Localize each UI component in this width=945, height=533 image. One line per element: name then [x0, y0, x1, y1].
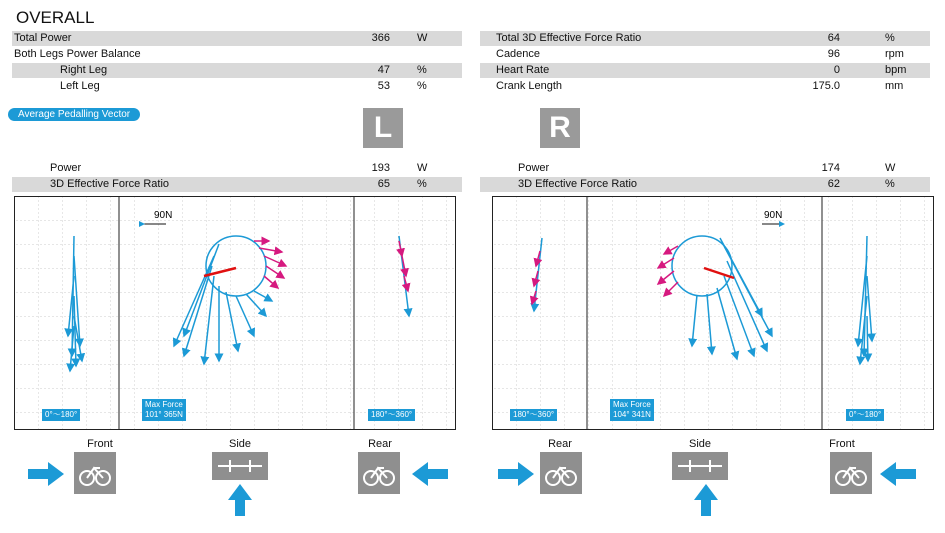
label: Total 3D Effective Force Ratio: [496, 32, 642, 44]
unit: rpm: [885, 48, 904, 60]
right-max-force: [610, 399, 654, 421]
left-max-force-value: 101° 365N: [145, 410, 183, 419]
value: 47: [377, 64, 390, 76]
total-3d-ratio-row: [480, 31, 930, 46]
right-front-arrow-icon: [880, 462, 916, 486]
right-front-range: 0°～180°: [846, 409, 884, 421]
unit: %: [417, 178, 427, 190]
right-front-bike-icon: [830, 452, 872, 494]
right-side-arrow-icon: [694, 484, 718, 516]
value: 193: [371, 162, 390, 174]
left-leg-badge: L: [363, 108, 403, 148]
value: 53: [377, 80, 390, 92]
left-scale-label: 90N: [154, 210, 173, 221]
side-bike-icon: [212, 452, 268, 480]
label: Cadence: [496, 48, 541, 60]
unit: W: [417, 32, 428, 44]
crank-length-row: [480, 79, 930, 94]
right-rear-range: 180°～360°: [510, 409, 557, 421]
unit: %: [885, 32, 895, 44]
value: 62: [827, 178, 840, 190]
label: 3D Effective Force Ratio: [50, 178, 170, 190]
page-title: OVERALL: [16, 8, 95, 27]
average-pedalling-vector-button[interactable]: Average Pedalling Vector: [8, 108, 140, 121]
left-front-label: Front: [87, 438, 113, 450]
value: 174: [821, 162, 840, 174]
rear-bike-icon: [358, 452, 400, 494]
right-rear-bike-icon: [540, 452, 582, 494]
left-side-label: Side: [228, 438, 252, 450]
unit: mm: [885, 80, 904, 92]
rear-arrow-icon: [412, 462, 448, 486]
unit: W: [885, 162, 896, 174]
total-power-row: [12, 31, 462, 46]
left-front-range: 0°～180°: [42, 409, 80, 421]
right-max-force-value: 104° 341N: [613, 410, 651, 419]
cadence-row: [480, 47, 930, 62]
label: Both Legs Power Balance: [14, 48, 141, 60]
left-rear-label: Rear: [368, 438, 392, 450]
unit: W: [417, 162, 428, 174]
value: 65: [377, 178, 390, 190]
right-max-force-label: Max Force: [613, 400, 651, 409]
right-ratio-row: [480, 177, 930, 192]
label: Power: [50, 162, 82, 174]
heart-rate-row: [480, 63, 930, 78]
side-arrow-icon: [228, 484, 252, 516]
right-scale-label: 90N: [764, 210, 783, 221]
left-max-force-label: Max Force: [145, 400, 183, 409]
label: Left Leg: [60, 80, 100, 92]
label: 3D Effective Force Ratio: [518, 178, 638, 190]
value: 96: [827, 48, 840, 60]
left-rear-range: 180°～360°: [368, 409, 415, 421]
left-power-row: [12, 161, 462, 176]
label: Power: [518, 162, 550, 174]
left-ratio-row: [12, 177, 462, 192]
value: 0: [833, 64, 840, 76]
right-side-label: Side: [688, 438, 712, 450]
label: Heart Rate: [496, 64, 550, 76]
unit: %: [417, 64, 427, 76]
right-power-row: [480, 161, 930, 176]
right-side-bike-icon: [672, 452, 728, 480]
value: 366: [371, 32, 390, 44]
front-bike-icon: [74, 452, 116, 494]
value: 175.0: [812, 80, 840, 92]
value: 64: [827, 32, 840, 44]
left-vector-chart: [14, 196, 456, 430]
right-leg-row: [12, 63, 462, 78]
left-max-force: [142, 399, 186, 421]
left-leg-row: [12, 79, 462, 94]
balance-row: [12, 47, 462, 62]
right-front-label: Front: [829, 438, 855, 450]
right-rear-label: Rear: [548, 438, 572, 450]
label: Right Leg: [60, 64, 108, 76]
unit: bpm: [885, 64, 907, 76]
unit: %: [417, 80, 427, 92]
right-vector-chart: [492, 196, 934, 430]
right-leg-badge: R: [540, 108, 580, 148]
label: Crank Length: [496, 80, 563, 92]
right-rear-arrow-icon: [498, 462, 534, 486]
unit: %: [885, 178, 895, 190]
front-arrow-icon: [28, 462, 64, 486]
label: Total Power: [14, 32, 72, 44]
